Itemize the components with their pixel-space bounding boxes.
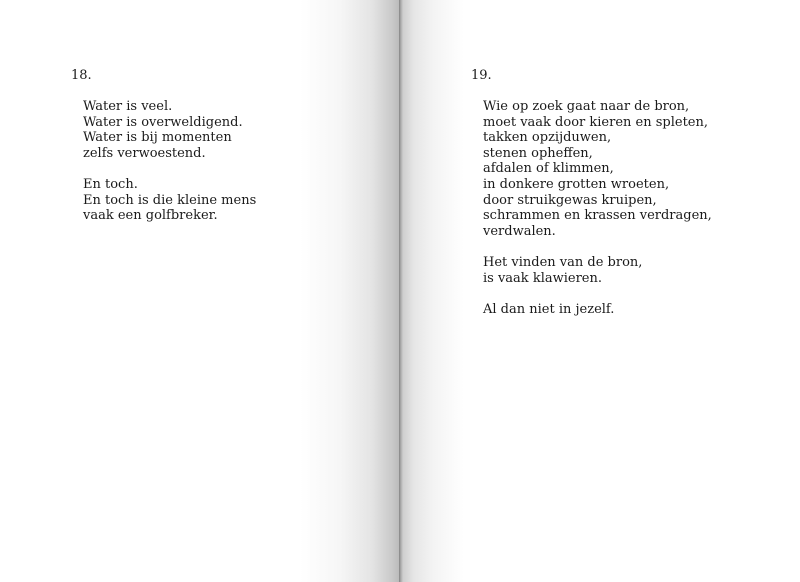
stanza — [483, 99, 712, 239]
poem-line: vaak een golfbreker. — [83, 208, 218, 224]
stanza — [83, 177, 256, 224]
poem-line: schrammen en krassen verdragen, — [483, 208, 712, 224]
poem-line: En toch. — [83, 176, 138, 192]
stanza — [83, 99, 256, 161]
stanza — [483, 255, 712, 286]
poem-line: En toch is die kleine mens — [83, 192, 257, 208]
poem-line: is vaak klawieren. — [483, 270, 602, 286]
poem-left — [83, 99, 256, 224]
poem-line: Water is bij momenten — [83, 130, 232, 146]
poem-line: stenen opheffen, — [483, 145, 593, 161]
poem-line: Al dan niet in jezelf. — [483, 301, 615, 317]
poem-line: zelfs verwoestend. — [83, 145, 206, 161]
poem-line: in donkere grotten wroeten, — [483, 176, 670, 192]
poem-line: door struikgewas kruipen, — [483, 192, 657, 208]
poem-line: afdalen of klimmen, — [483, 161, 614, 177]
poem-line: Water is veel. — [83, 99, 173, 114]
poem-line: verdwalen. — [483, 223, 556, 239]
page-number-right: 19. — [471, 68, 492, 83]
right-page — [400, 0, 800, 582]
stanza — [483, 302, 712, 318]
poem-line: Water is overweldigend. — [83, 114, 243, 130]
page-number-left: 18. — [71, 68, 92, 83]
poem-line: Het vinden van de bron, — [483, 254, 643, 270]
poem-right — [483, 99, 712, 317]
book-gutter — [399, 0, 400, 582]
poem-line: moet vaak door kieren en spleten, — [483, 114, 708, 130]
poem-line: takken opzijduwen, — [483, 130, 612, 146]
poem-line: Wie op zoek gaat naar de bron, — [483, 99, 690, 114]
